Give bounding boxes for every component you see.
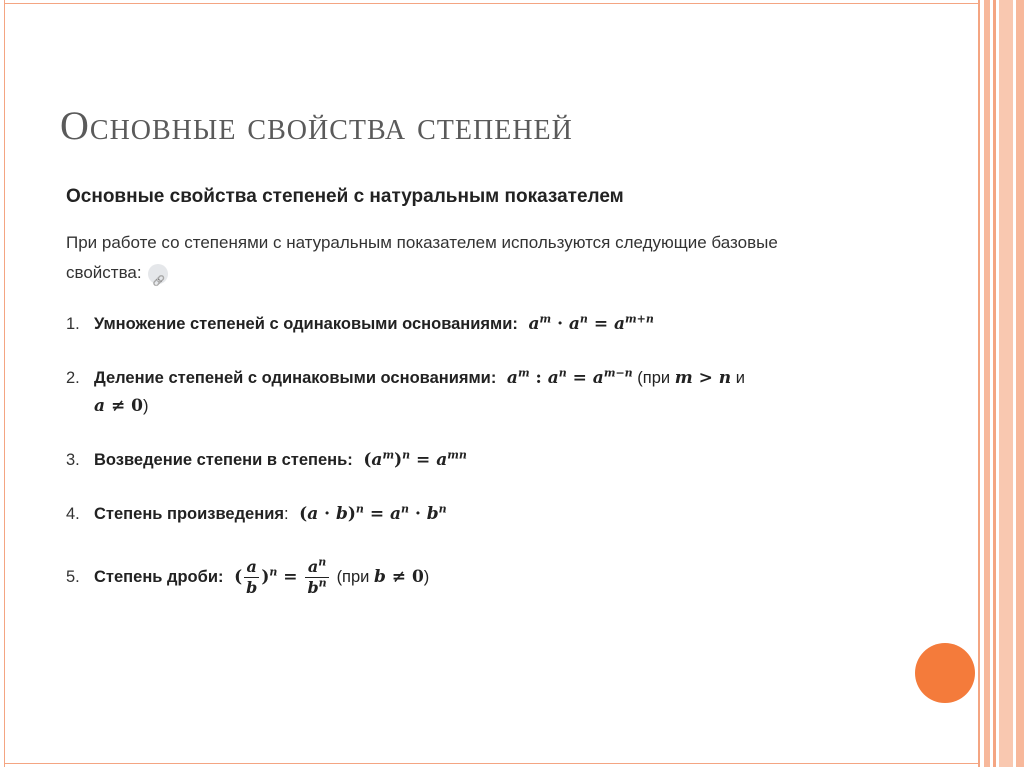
article-intro — [66, 228, 846, 288]
item-number: 2. — [66, 369, 80, 387]
item-number: 4. — [66, 505, 80, 523]
article-heading: Основные свойства степеней с натуральным показателем — [66, 186, 624, 207]
decor-stripe — [1016, 0, 1024, 767]
slide-title: Основные свойства степеней — [60, 103, 573, 148]
properties-list — [66, 310, 886, 600]
left-border — [4, 0, 5, 767]
item-label: Степень произведения — [94, 505, 284, 523]
list-item — [66, 446, 886, 474]
item-number: 5. — [66, 568, 80, 586]
condition-note: (при b ≠ 0) — [336, 567, 430, 587]
item-label: Умножение степеней с одинаковыми основаниями: — [94, 315, 518, 333]
article-content — [66, 180, 886, 626]
formula: $a^m$ : $a^n = a^{m-n}$ — [506, 366, 633, 388]
decor-stripe — [984, 0, 990, 767]
formula: $a^m \cdot a^n = a^{m+n}$ — [528, 312, 654, 334]
item-number: 3. — [66, 451, 80, 469]
bottom-border — [4, 763, 978, 764]
intro-text: При работе со степенями с натуральным показателем используются следующие базовые свойства: — [66, 233, 778, 282]
item-label: Возведение степени в степень: — [94, 451, 353, 469]
condition-note-cont: a ≠ 0) — [94, 396, 149, 416]
formula: $(a^m)^n = a^{mn}$ — [363, 448, 467, 470]
link-icon[interactable] — [148, 264, 168, 284]
item-label: Деление степеней с одинаковыми основаниями: — [94, 369, 497, 387]
formula: ( $\frac{a}{b}$ )$^n$ = $\frac{a^n}{b^n}$ — [234, 555, 327, 597]
condition-note: (при m > n и — [637, 368, 745, 388]
decorative-circle — [915, 643, 975, 703]
item-number: 1. — [66, 315, 80, 333]
list-item — [66, 364, 886, 420]
list-item — [66, 310, 886, 338]
decor-stripe — [978, 0, 980, 767]
top-border — [4, 3, 978, 4]
item-label: Степень дроби: — [94, 568, 224, 586]
list-item: 4. Степень произведения: $(a \cdot b)^n = a^n \cdot b^n$ — [66, 500, 886, 528]
list-item — [66, 554, 886, 600]
decor-stripe — [999, 0, 1013, 767]
formula: $(a \cdot b)^n = a^n \cdot b^n$ — [299, 502, 447, 524]
decor-stripe — [993, 0, 996, 767]
